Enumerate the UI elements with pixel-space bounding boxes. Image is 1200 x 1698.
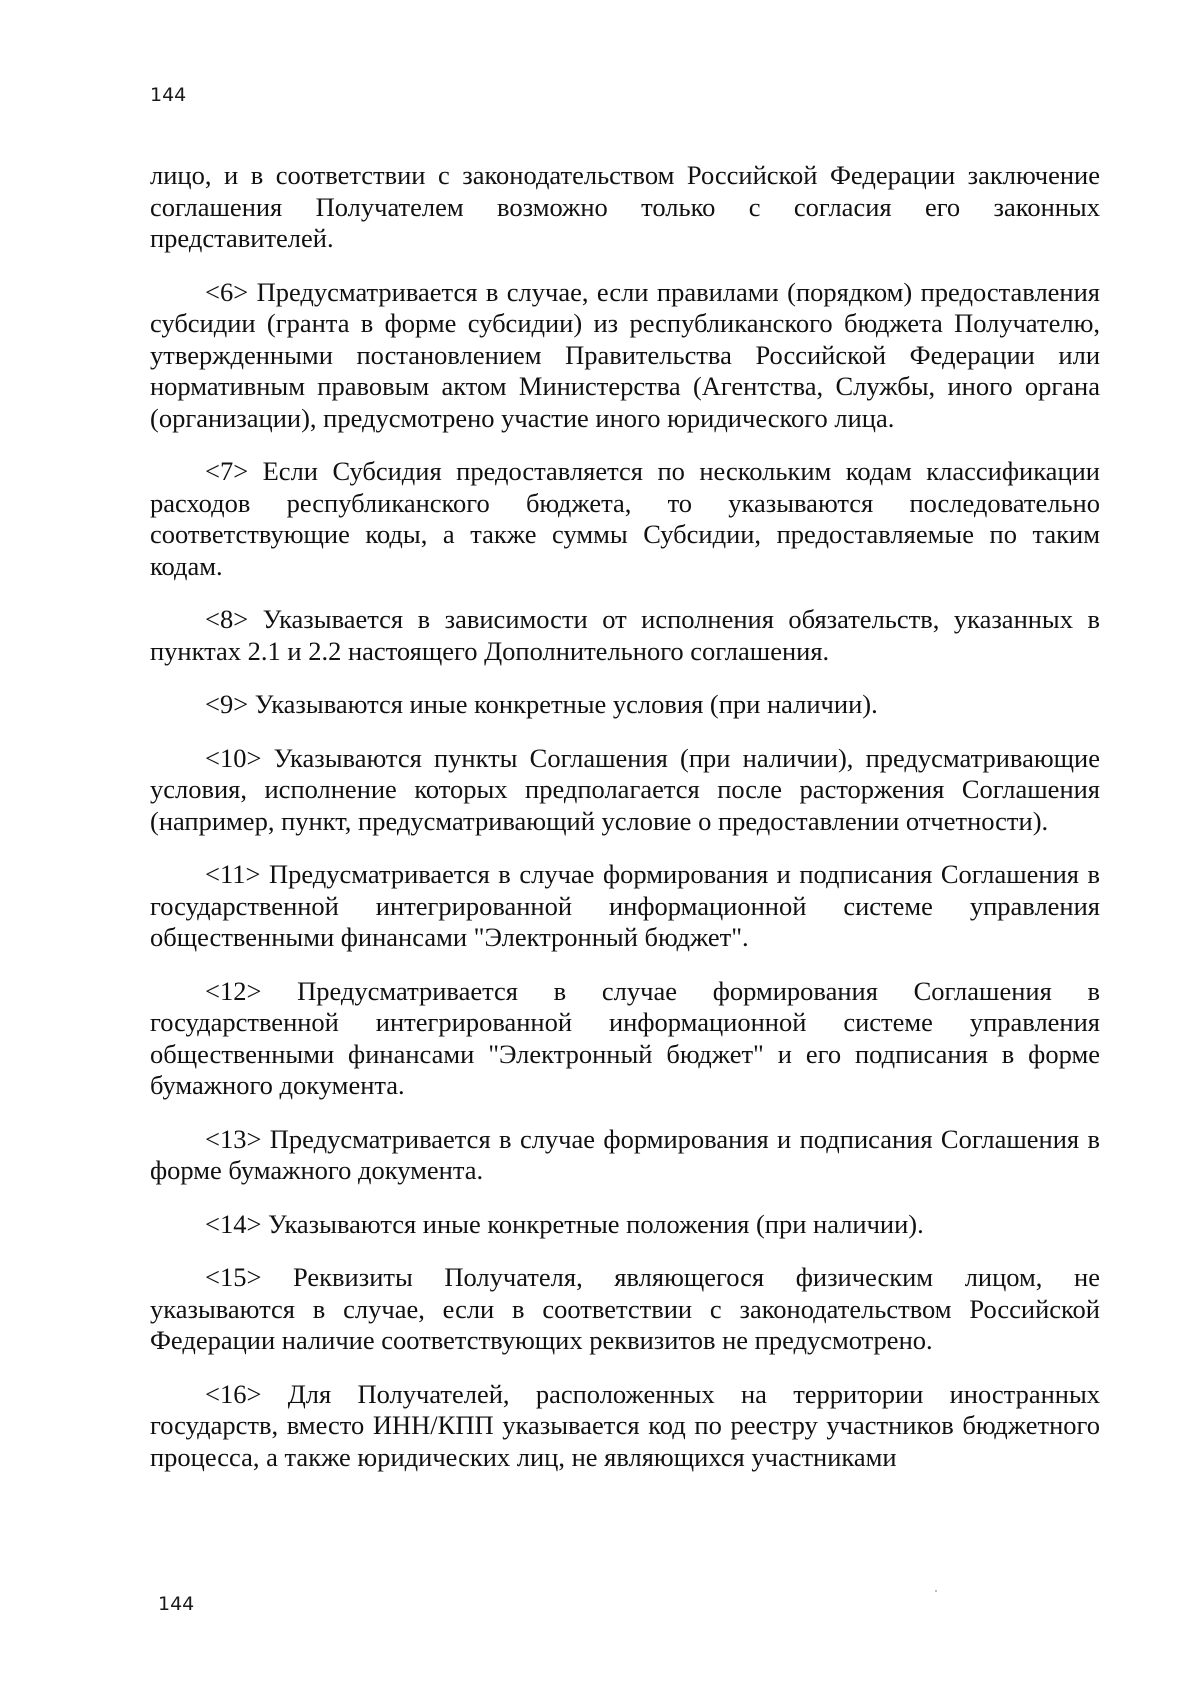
paragraph-text: Указываются пункты Соглашения (при наличии), предусматривающие условия, исполнение которых предполагается после расторжения Соглашения (например, пункт, предусматривающий условие о предоставлении отчетности). bbox=[150, 742, 1101, 836]
footnote-13 bbox=[150, 1124, 1100, 1187]
footnote-marker: <8> bbox=[205, 604, 249, 634]
paragraph-text: Указываются иные конкретные положения (при наличии). bbox=[268, 1208, 924, 1239]
paragraph-text: Предусматривается в случае формирования Соглашения в государственной интегрированной информационной системе управления общественными финансами "Электронный бюджет" и его подписания в форме бумажного документа. bbox=[150, 975, 1100, 1100]
document-body bbox=[150, 160, 1100, 1495]
footnote-14 bbox=[150, 1209, 1100, 1241]
footnote-15 bbox=[150, 1262, 1100, 1357]
footnote-16 bbox=[150, 1379, 1100, 1474]
paragraph-text: Реквизиты Получателя, являющегося физическим лицом, не указываются в случае, если в соответствии с законодательством Российской Федерации наличие соответствующих реквизитов не предусмотрено. bbox=[150, 1262, 1100, 1355]
paragraph-continuation bbox=[150, 160, 1100, 255]
page-number-bottom: 144 bbox=[158, 1593, 195, 1615]
footnote-marker: <11> bbox=[205, 859, 261, 889]
paragraph-text: Для Получателей, расположенных на территории иностранных государств, вместо ИНН/КПП указывается код по реестру участников бюджетного процесса, а также юридических лиц, не являющихся участниками bbox=[150, 1378, 1100, 1472]
paragraph-text: Предусматривается в случае, если правилами (порядком) предоставления субсидии (гранта в форме субсидии) из республиканского бюджета Получателю, утвержденными постановлением Правительства Российской Федерации или нормативным правовым актом Министерства (Агентства, Службы, иного органа (организации), предусмотрено участие иного юридического лица. bbox=[150, 276, 1100, 433]
footnote-marker: <14> bbox=[205, 1208, 262, 1239]
footnote-marker: <12> bbox=[205, 975, 262, 1006]
paragraph-text: Предусматривается в случае формирования и подписания Соглашения в форме бумажного документа. bbox=[150, 1123, 1100, 1185]
footnote-6 bbox=[150, 277, 1100, 435]
footnote-10 bbox=[150, 743, 1100, 838]
footnote-marker: <6> bbox=[205, 276, 249, 307]
paragraph-text: Указываются иные конкретные условия (при наличии). bbox=[254, 689, 878, 719]
footnote-11 bbox=[150, 859, 1100, 954]
footnote-9 bbox=[150, 689, 1100, 721]
footnote-marker: <9> bbox=[205, 689, 249, 719]
footnote-marker: <15> bbox=[205, 1262, 262, 1292]
footnote-marker: <7> bbox=[205, 456, 249, 486]
paragraph-text: Указывается в зависимости от исполнения обязательств, указанных в пунктах 2.1 и 2.2 настоящего Дополнительного соглашения. bbox=[150, 604, 1100, 666]
footnote-7 bbox=[150, 456, 1100, 582]
footnote-marker: <16> bbox=[205, 1378, 262, 1409]
footnote-8 bbox=[150, 604, 1100, 667]
paragraph-text: Предусматривается в случае формирования и подписания Соглашения в государственной интегрированной информационной системе управления общественными финансами "Электронный бюджет". bbox=[150, 859, 1101, 952]
paragraph-text: Если Субсидия предоставляется по нескольким кодам классификации расходов республиканского бюджета, то указываются последовательно соответствующие коды, а также суммы Субсидии, предоставляемые по таким кодам. bbox=[150, 456, 1100, 581]
page-number-top: 144 bbox=[150, 84, 187, 106]
footnote-marker: <10> bbox=[205, 742, 262, 773]
scan-speck bbox=[935, 1590, 937, 1592]
paragraph-text: лицо, и в соответствии с законодательством Российской Федерации заключение соглашения Получателем возможно только с согласия его законных представителей. bbox=[150, 160, 1100, 253]
footnote-marker: <13> bbox=[205, 1123, 262, 1154]
footnote-12 bbox=[150, 976, 1100, 1102]
